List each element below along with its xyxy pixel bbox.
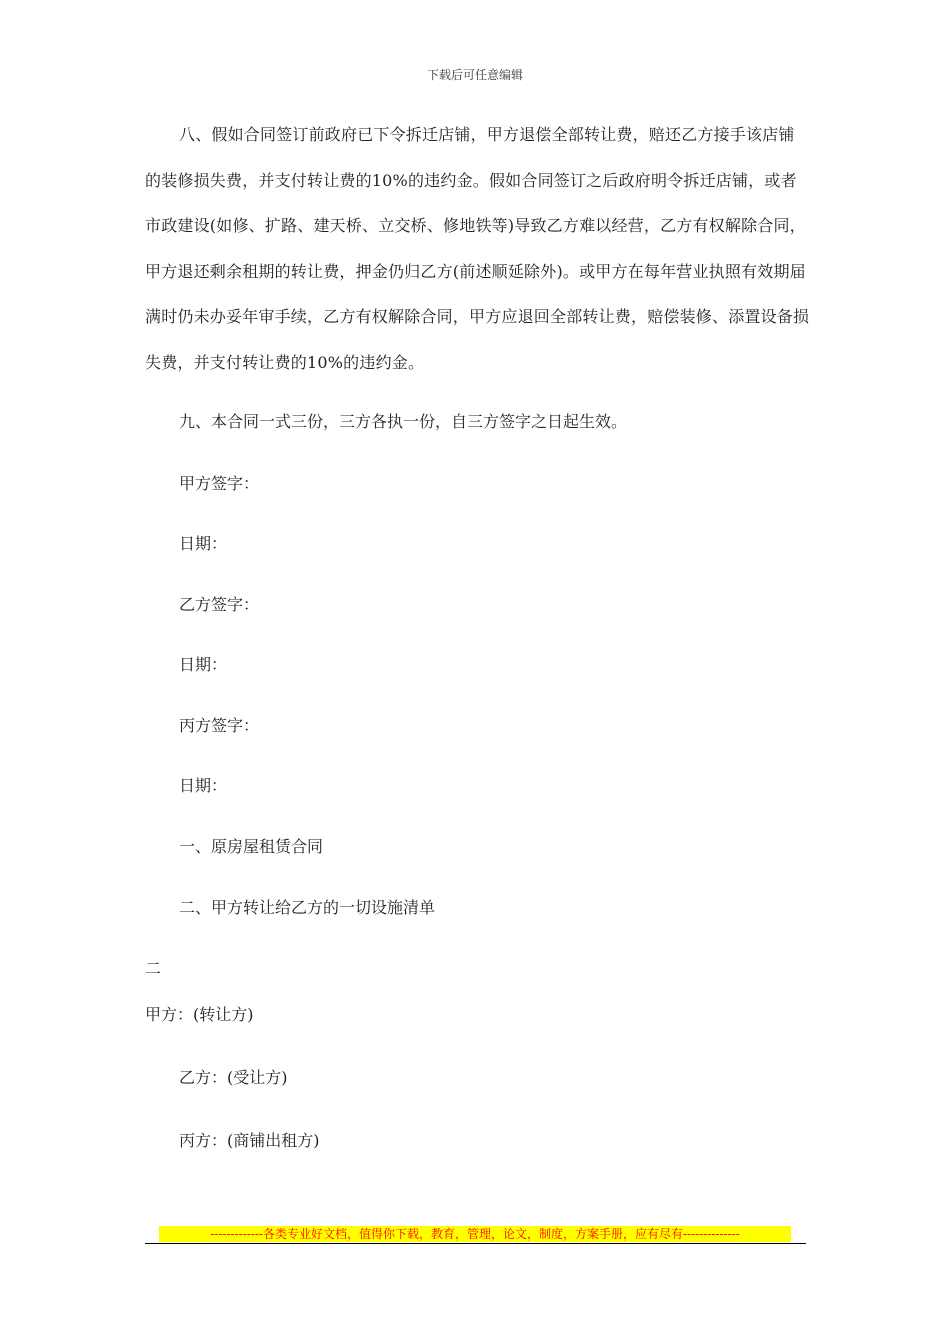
party-a-transferor-line: 甲方：(转让方) bbox=[145, 1005, 254, 1024]
party-b-transferee-line: 乙方：(受让方) bbox=[179, 1068, 288, 1087]
attachment-one-item: 一、原房屋租赁合同 bbox=[179, 837, 324, 856]
party-c-signature-label: 丙方签字： bbox=[179, 716, 260, 735]
clause-nine-paragraph: 九、本合同一式三份，三方各执一份，自三方签字之日起生效。 bbox=[179, 412, 628, 431]
party-b-date-label: 日期： bbox=[179, 655, 228, 674]
party-c-lessor-line: 丙方：(商铺出租方) bbox=[179, 1131, 320, 1150]
clause-eight-paragraph: 八、假如合同签订前政府已下令拆迁店铺，甲方退偿全部转让费，赔还乙方接手该店铺的装修损失费，并支付转让费的10%的违约金。假如合同签订之后政府明令拆迁店铺，或者市政建设(如修、扩路、建天桥、立交桥、修地铁等)导致乙方难以经营，乙方有权解除合同，甲方退还剩余租期的转让费，押金仍归乙方(前述顺延除外)。或甲方在每年营业执照有效期届满时仍未办妥年审手续，乙方有权解除合同，甲方应退回全部转让费，赔偿装修、添置设备损失费，并支付转让费的10%的违约金。 bbox=[145, 125, 810, 372]
party-a-date-label: 日期： bbox=[179, 534, 228, 553]
party-a-signature-label: 甲方签字： bbox=[179, 474, 260, 493]
footer-divider bbox=[145, 1243, 806, 1244]
party-c-date-label: 日期： bbox=[179, 776, 228, 795]
party-b-signature-label: 乙方签字： bbox=[179, 595, 260, 614]
section-two-heading: 二 bbox=[145, 959, 162, 978]
attachment-two-item: 二、甲方转让给乙方的一切设施清单 bbox=[179, 898, 436, 917]
page-header: 下载后可任意编辑 bbox=[426, 68, 523, 82]
footer-promo-banner: -------------各类专业好文档，值得你下载，教育，管理，论文，制度，方案手册，应有尽有-------------- bbox=[159, 1226, 791, 1242]
